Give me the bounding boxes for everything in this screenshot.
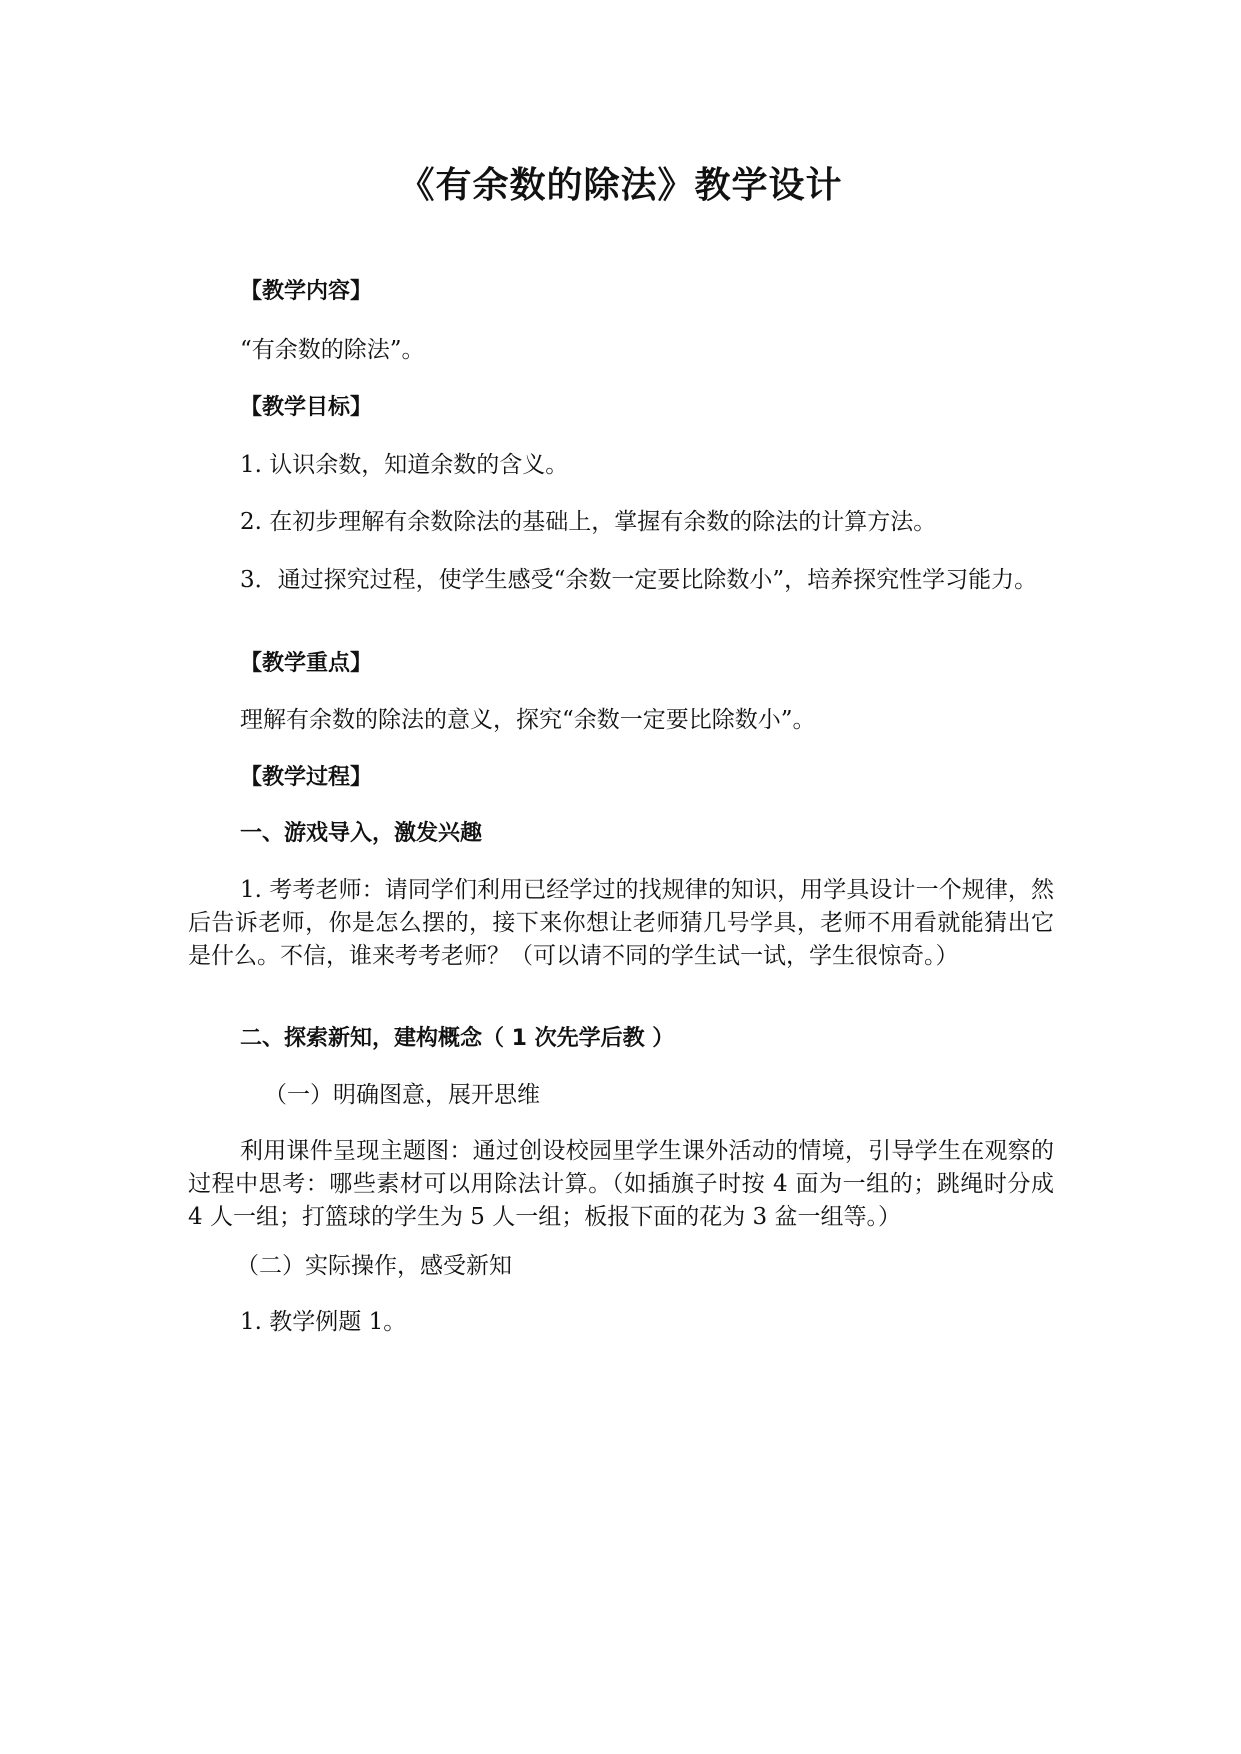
sub2-item-1: 1. 教学例题 1。 xyxy=(240,1309,407,1335)
document-title: 《有余数的除法》教学设计 xyxy=(398,164,843,206)
goal-item-2: 2. 在初步理解有余数除法的基础上，掌握有余数的除法的计算方法。 xyxy=(240,509,937,535)
goal-item-1: 1. 认识余数，知道余数的含义。 xyxy=(240,452,569,478)
sub2-heading: （二）实际操作，感受新知 xyxy=(236,1253,512,1279)
sub1-heading: （一）明确图意，展开思维 xyxy=(264,1082,540,1108)
content-text: “有余数的除法”。 xyxy=(240,337,425,363)
sub1-text: 利用课件呈现主题图：通过创设校园里学生课外活动的情境，引导学生在观察的过程中思考：哪些素材可以用除法计算。（如插旗子时按 4 面为一组的；跳绳时分成 4 人一组；打篮球的学生为 5 人一组；板报下面的花为 3 盆一组等。） xyxy=(188,1138,1054,1230)
part1-item-1: 1. 考考老师：请同学们利用已经学过的找规律的知识，用学具设计一个规律，然后告诉老师，你是怎么摆的，接下来你想让老师猜几号学具，老师不用看就能猜出它是什么。不信，谁来考考老师？（可以请不同的学生试一试，学生很惊奇。） xyxy=(188,877,1054,969)
part2-heading: 二、探索新知，建构概念（ 1 次先学后教 ） xyxy=(240,1026,675,1051)
goal-item-3: 3．通过探究过程，使学生感受“余数一定要比除数小”，培养探究性学习能力。 xyxy=(240,567,1038,593)
section-heading-content: 【教学内容】 xyxy=(240,279,373,304)
section-heading-key: 【教学重点】 xyxy=(240,651,373,676)
section-heading-process: 【教学过程】 xyxy=(240,765,373,790)
key-text: 理解有余数的除法的意义，探究“余数一定要比除数小”。 xyxy=(240,707,816,733)
part1-heading: 一、游戏导入，激发兴趣 xyxy=(240,821,483,846)
section-heading-goals: 【教学目标】 xyxy=(240,395,373,420)
